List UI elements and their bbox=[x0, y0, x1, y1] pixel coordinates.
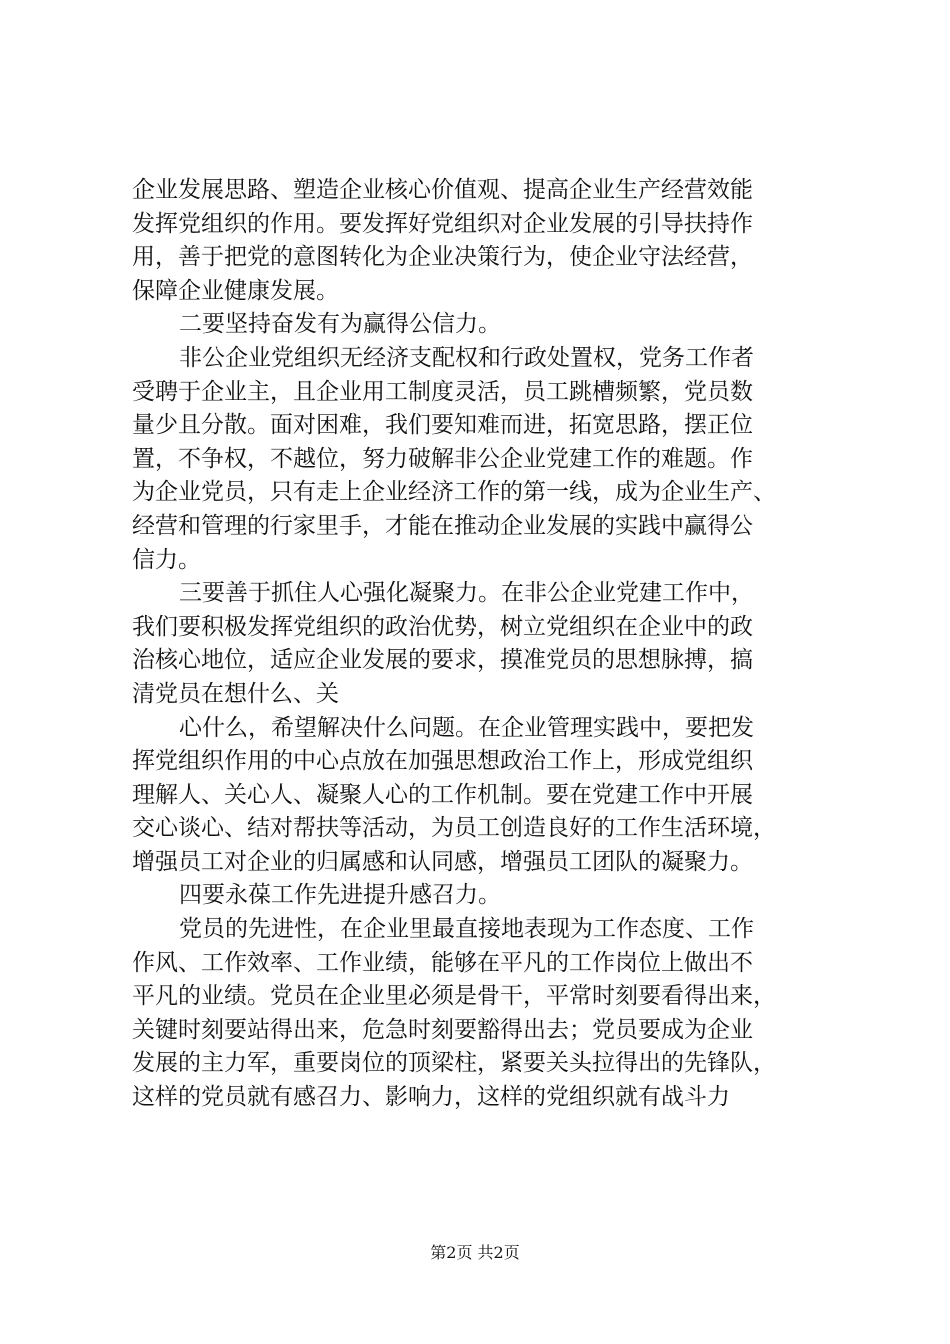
text-line: 企业发展思路、塑造企业核心价值观、提高企业生产经营效能 bbox=[132, 177, 753, 203]
text-line: 发挥党组织的作用。要发挥好党组织对企业发展的引导扶持作 bbox=[132, 210, 753, 237]
text-line: 理解人、关心人、凝聚人心的工作机制。要在党建工作中开展 bbox=[132, 781, 753, 808]
text-line: 心什么，希望解决什么问题。在企业管理实践中，要把发 bbox=[179, 714, 754, 741]
text-line: 挥党组织作用的中心点放在加强思想政治工作上，形成党组织 bbox=[132, 748, 753, 775]
text-line: 我们要积极发挥党组织的政治优势，树立党组织在企业中的政 bbox=[132, 613, 753, 640]
page-footer bbox=[0, 1243, 950, 1263]
text-line: 治核心地位，适应企业发展的要求，摸准党员的思想脉搏，搞 bbox=[132, 647, 753, 674]
text-line: 作风、工作效率、工作业绩，能够在平凡的工作岗位上做出不 bbox=[132, 949, 753, 976]
text-line: 增强员工对企业的归属感和认同感，增强员工团队的凝聚力。 bbox=[132, 848, 753, 875]
text-line: 为企业党员，只有走上企业经济工作的第一线，成为企业生产、 bbox=[132, 479, 776, 506]
text-line: 清党员在想什么、关 bbox=[132, 680, 339, 707]
body-text bbox=[132, 174, 838, 1115]
text-line: 平凡的业绩。党员在企业里必须是骨干，平常时刻要看得出来， bbox=[132, 983, 776, 1010]
text-line: 经营和管理的行家里手，才能在推动企业发展的实践中赢得公 bbox=[132, 512, 753, 539]
text-line: 置，不争权，不越位，努力破解非公企业党建工作的难题。作 bbox=[132, 445, 753, 472]
text-line: 保障企业健康发展。 bbox=[132, 277, 339, 304]
text-line: 交心谈心、结对帮扶等活动，为员工创造良好的工作生活环境， bbox=[132, 815, 776, 842]
text-line: 受聘于企业主，且企业用工制度灵活，员工跳槽频繁，党员数 bbox=[132, 378, 753, 405]
text-line: 发展的主力军，重要岗位的顶梁柱，紧要关头拉得出的先锋队， bbox=[132, 1050, 776, 1077]
text-line: 党员的先进性，在企业里最直接地表现为工作态度、工作 bbox=[179, 916, 754, 943]
text-line: 关键时刻要站得出来，危急时刻要豁得出去；党员要成为企业 bbox=[132, 1016, 753, 1043]
text-line: 信力。 bbox=[132, 546, 201, 573]
text-line: 量少且分散。面对困难，我们要知难而进，拓宽思路，摆正位 bbox=[132, 412, 753, 439]
text-line: 用，善于把党的意图转化为企业决策行为，使企业守法经营， bbox=[132, 244, 753, 271]
text-line: 非公企业党组织无经济支配权和行政处置权，党务工作者 bbox=[179, 344, 754, 371]
page-number-label: 第2页 共2页 bbox=[430, 1243, 520, 1262]
text-line: 这样的党员就有感召力、影响力，这样的党组织就有战斗力 bbox=[132, 1084, 730, 1111]
section-heading: 二要坚持奋发有为赢得公信力。 bbox=[179, 311, 501, 338]
section-heading: 三要善于抓住人心强化凝聚力。在非公企业党建工作中， bbox=[179, 580, 754, 607]
section-heading: 四要永葆工作先进提升感召力。 bbox=[179, 882, 501, 909]
